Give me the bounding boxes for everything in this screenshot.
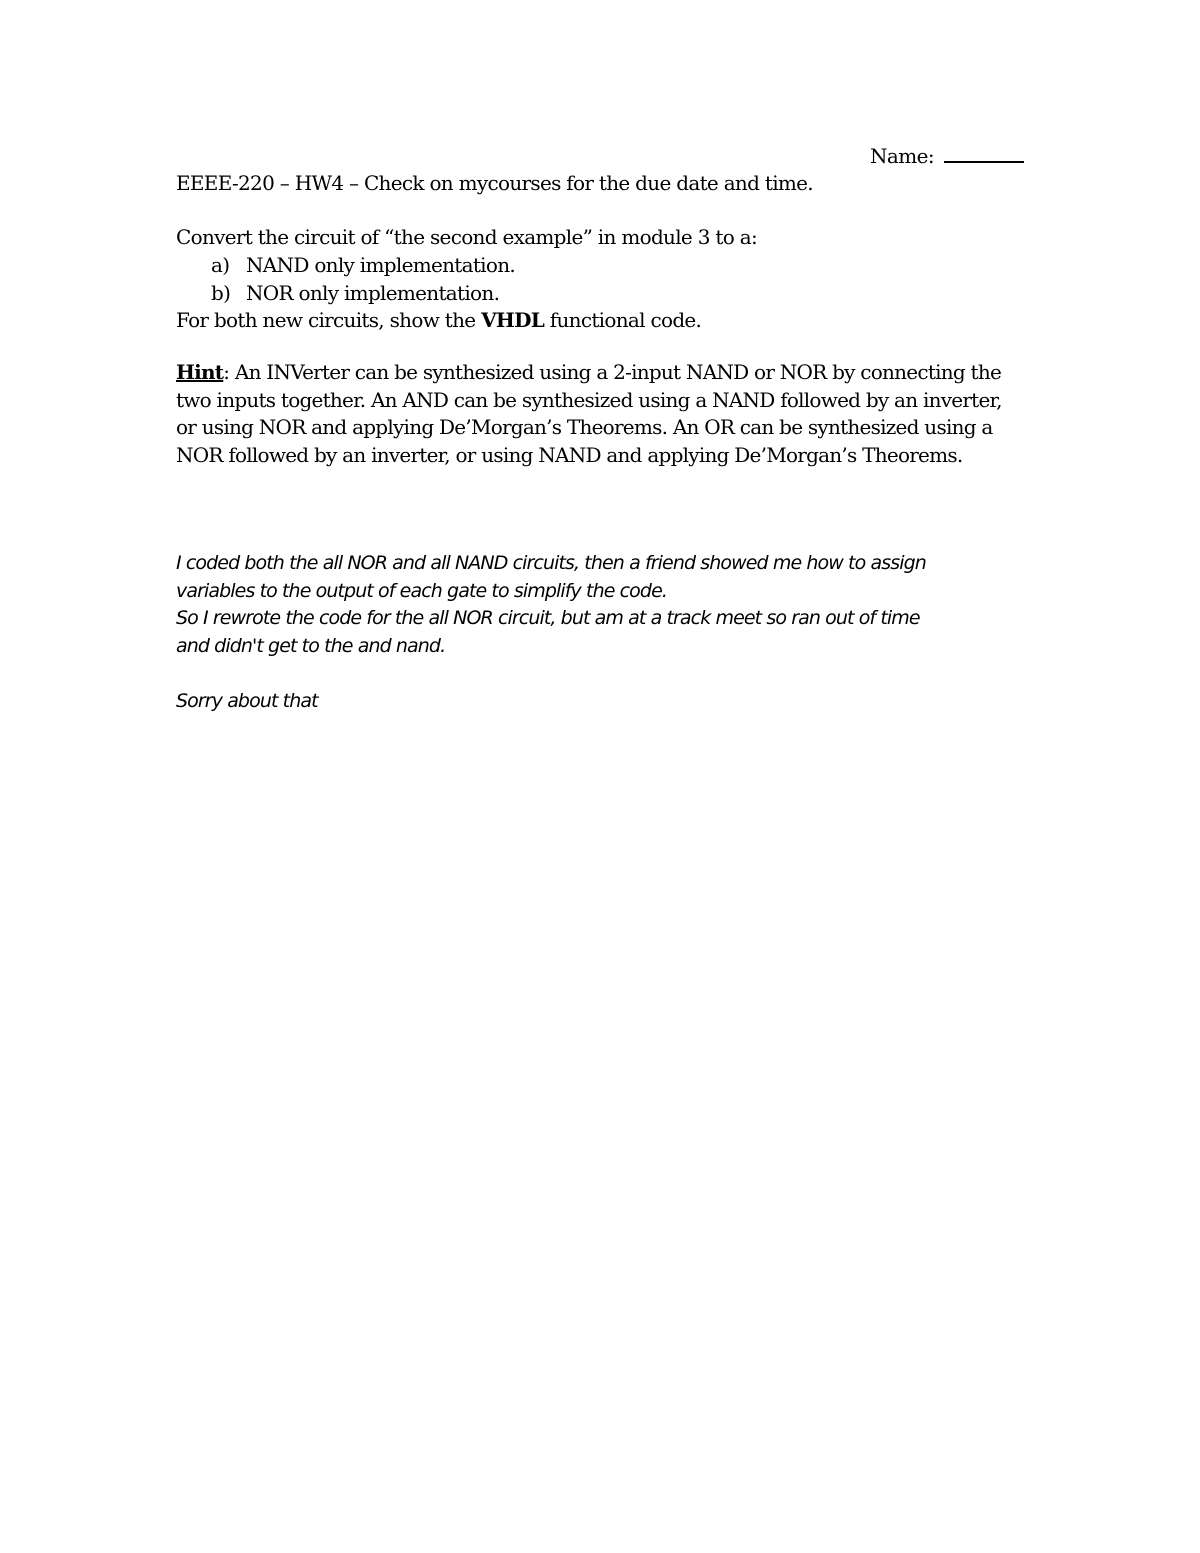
student-closing: Sorry about that (176, 690, 318, 712)
note-line: and didn't get to the and nand. (176, 634, 446, 657)
assignment-title: EEEE-220 – HW4 – Check on mycourses for the due date and time. (176, 171, 813, 195)
vhdl-keyword: VHDL (481, 308, 545, 332)
note-line: I coded both the all NOR and all NAND circuits, then a friend showed me how to assign (176, 552, 926, 574)
hint-line: or using NOR and applying De’Morgan’s Theorems. An OR can be synthesized using a (176, 415, 993, 439)
vhdl-instruction (176, 307, 1036, 335)
hint-line (176, 359, 1036, 387)
list-item-text: NOR only implementation. (246, 280, 500, 305)
list-item (176, 252, 1036, 280)
name-field (870, 143, 1024, 169)
vhdl-instruction-suffix: functional code. (544, 308, 702, 332)
hint-label: Hint (176, 360, 224, 384)
list-marker: a) (211, 253, 230, 277)
student-note (176, 550, 1056, 660)
implementation-list (176, 252, 1036, 307)
name-blank-line (944, 143, 1024, 163)
note-line: So I rewrote the code for the all NOR circuit, but am at a track meet so ran out of time (176, 607, 920, 629)
hint-line: two inputs together. An AND can be synthesized using a NAND followed by an inverter, (176, 387, 1002, 412)
list-item-text: NAND only implementation. (246, 253, 516, 277)
list-marker: b) (211, 280, 231, 305)
note-line: variables to the output of each gate to simplify the code. (176, 579, 667, 602)
assignment-instruction: Convert the circuit of “the second example” in module 3 to a: (176, 225, 757, 249)
hint-paragraph (176, 359, 1036, 469)
vhdl-instruction-prefix: For both new circuits, show the (176, 308, 482, 332)
list-item (176, 280, 1036, 308)
name-label: Name: (870, 144, 934, 168)
hint-line: NOR followed by an inverter, or using NAND and applying De’Morgan’s Theorems. (176, 442, 963, 467)
hint-text: : An INVerter can be synthesized using a 2-input NAND or NOR by connecting the (223, 360, 1002, 384)
